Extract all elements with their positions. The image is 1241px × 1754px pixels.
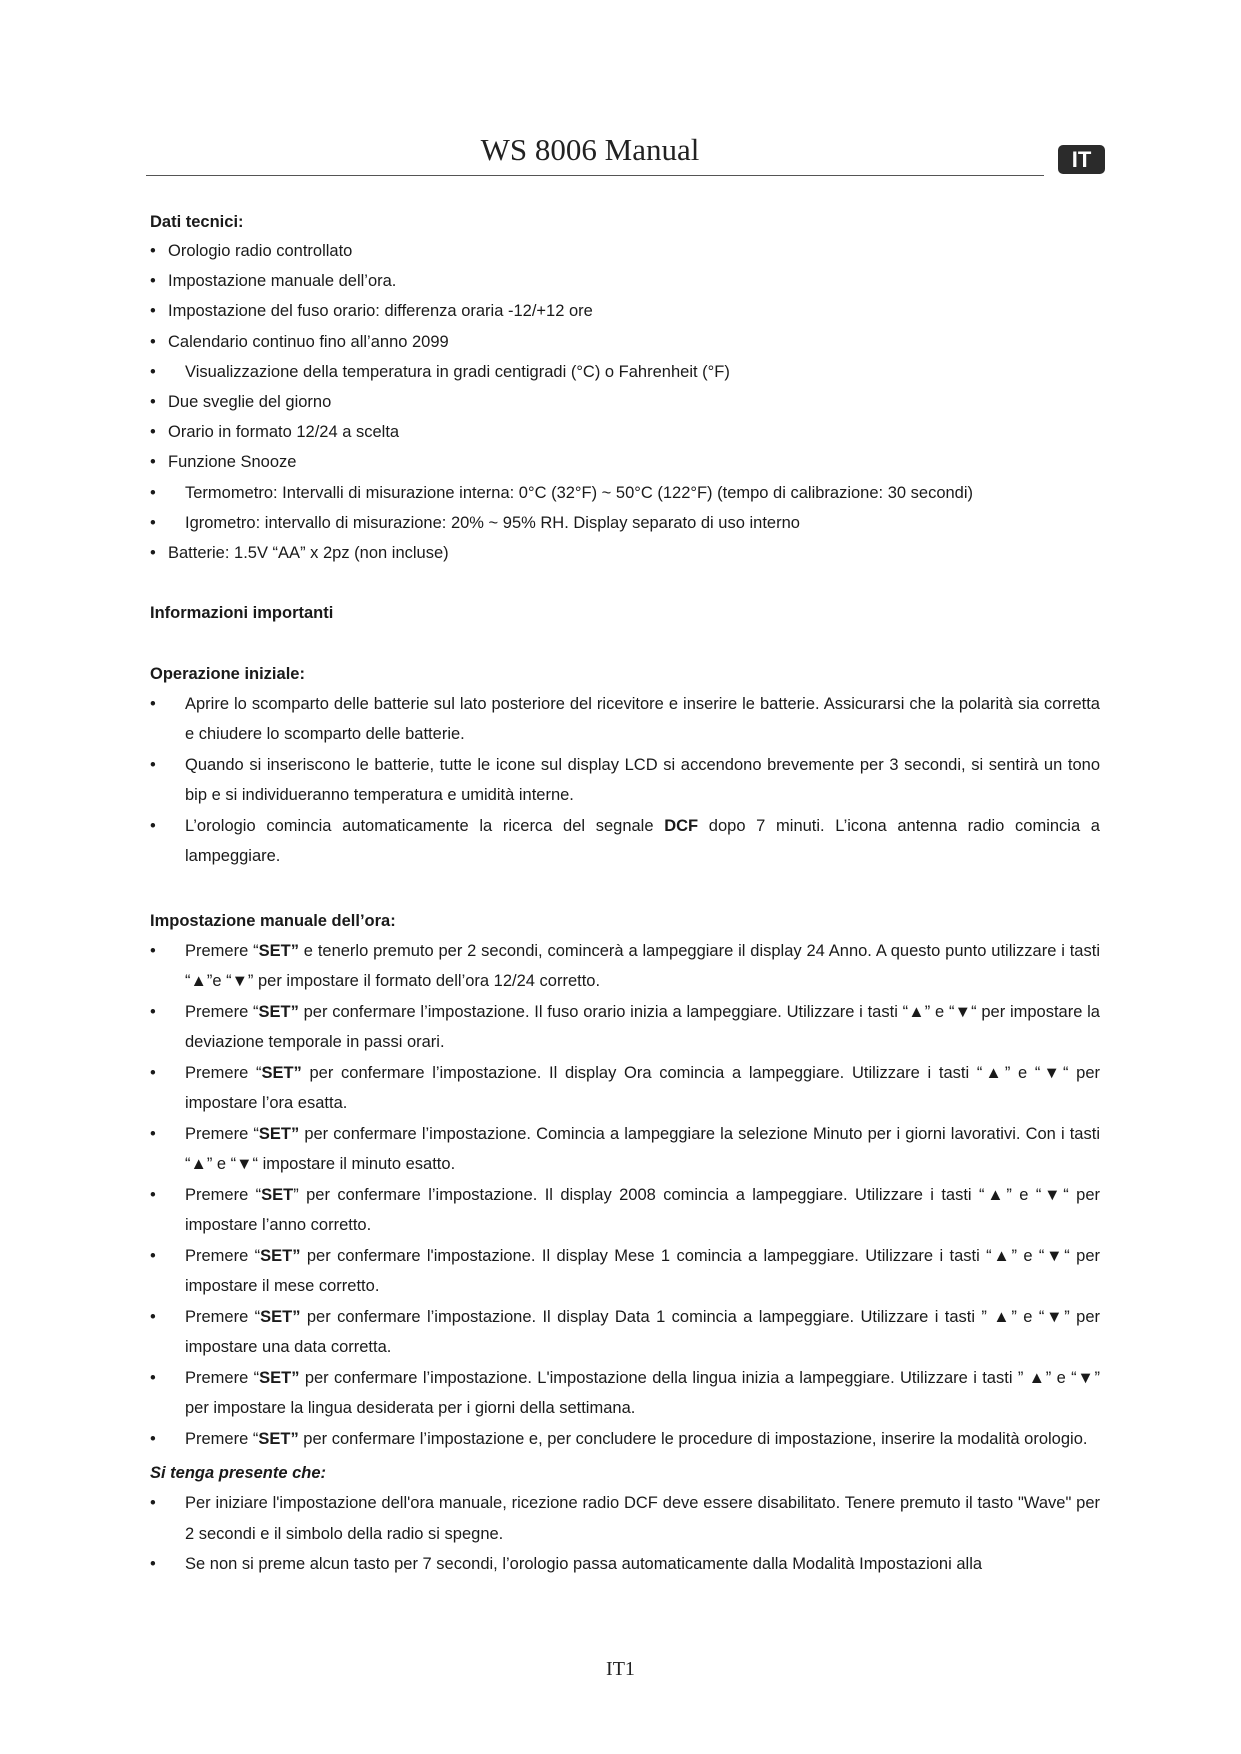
language-badge: IT — [1058, 145, 1105, 174]
list-item: • Se non si preme alcun tasto per 7 secondi, l’orologio passa automaticamente dalla Modalità Impostazioni alla — [150, 1549, 1100, 1580]
list-item: • Premere “SET” per confermare l’impostazione. Il fuso orario inizia a lampeggiare. Utilizzare i tasti “▲” e “▼“ per impostare la deviazione temporale in passi orari. — [150, 997, 1100, 1058]
list-item: • Premere “SET” per confermare l’impostazione. Il display 2008 comincia a lampeggiare. Utilizzare i tasti “▲” e “▼“ per impostare l’anno corretto. — [150, 1180, 1100, 1241]
list-item: • Premere “SET” e tenerlo premuto per 2 secondi, comincerà a lampeggiare il display 24 Anno. A questo punto utilizzare i tasti “▲”e “▼” per impostare il formato dell’ora 12/24 corretto. — [150, 936, 1100, 997]
header-rule — [146, 175, 1044, 176]
operazione-list — [150, 689, 1100, 872]
list-item: • Premere “SET” per confermare l’impostazione. L'impostazione della lingua inizia a lampeggiare. Utilizzare i tasti ” ▲” e “▼” per impostare la lingua desiderata per i giorni della settimana. — [150, 1363, 1100, 1424]
list-item: • Calendario continuo fino all’anno 2099 — [150, 332, 1100, 352]
list-item: • Batterie: 1.5V “AA” x 2pz (non incluse) — [150, 543, 1100, 563]
list-item: • Visualizzazione della temperatura in gradi centigradi (°C) o Fahrenheit (°F) — [150, 362, 1100, 382]
list-item: • Per iniziare l'impostazione dell'ora manuale, ricezione radio DCF deve essere disabilitato. Tenere premuto il tasto "Wave" per 2 secondi e il simbolo della radio si spegne. — [150, 1488, 1100, 1549]
section-title-dati-tecnici: Dati tecnici: — [150, 213, 244, 231]
list-item: • Igrometro: intervallo di misurazione: 20% ~ 95% RH. Display separato di uso interno — [150, 513, 1100, 533]
page-number: IT1 — [606, 1658, 635, 1680]
list-item: • Premere “SET” per confermare l’impostazione e, per concludere le procedure di impostazione, inserire la modalità orologio. — [150, 1424, 1100, 1455]
document-title: WS 8006 Manual — [480, 132, 700, 167]
section-title-impostazione: Impostazione manuale dell’ora: — [150, 911, 396, 930]
list-item: • Orario in formato 12/24 a scelta — [150, 422, 1100, 442]
section-title-informazioni: Informazioni importanti — [150, 603, 334, 622]
dati-tecnici-list — [150, 241, 1100, 563]
list-item: • Due sveglie del giorno — [150, 392, 1100, 412]
note-title: Si tenga presente che: — [150, 1464, 327, 1483]
list-item: • Quando si inseriscono le batterie, tutte le icone sul display LCD si accendono brevemente per 3 secondi, si sentirà un tono bip e si individueranno temperatura e umidità interne. — [150, 750, 1100, 811]
list-item: • Orologio radio controllato — [150, 241, 1100, 261]
impostazione-list — [150, 936, 1100, 1455]
section-title-operazione: Operazione iniziale: — [150, 664, 305, 683]
list-item: • Impostazione manuale dell’ora. — [150, 271, 1100, 291]
list-item: • Funzione Snooze — [150, 452, 1100, 472]
list-item: • Aprire lo scomparto delle batterie sul lato posteriore del ricevitore e inserire le batterie. Assicurarsi che la polarità sia corretta e chiudere lo scomparto delle batterie. — [150, 689, 1100, 750]
list-item: • Impostazione del fuso orario: differenza oraria -12/+12 ore — [150, 301, 1100, 321]
page-content — [150, 210, 1100, 1580]
note-list — [150, 1488, 1100, 1580]
list-item: • Premere “SET” per confermare l’impostazione. Il display Ora comincia a lampeggiare. Utilizzare i tasti “▲” e “▼“ per impostare l’ora esatta. — [150, 1058, 1100, 1119]
list-item: • Premere “SET” per confermare l’impostazione. Comincia a lampeggiare la selezione Minuto per i giorni lavorativi. Con i tasti “▲” e “▼“ impostare il minuto esatto. — [150, 1119, 1100, 1180]
list-item: • Premere “SET” per confermare l’impostazione. Il display Data 1 comincia a lampeggiare. Utilizzare i tasti ” ▲” e “▼” per impostare una data corretta. — [150, 1302, 1100, 1363]
list-item: • L’orologio comincia automaticamente la ricerca del segnale DCF dopo 7 minuti. L’icona antenna radio comincia a lampeggiare. — [150, 811, 1100, 872]
list-item: • Termometro: Intervalli di misurazione interna: 0°C (32°F) ~ 50°C (122°F) (tempo di calibrazione: 30 secondi) — [150, 483, 1100, 503]
list-item: • Premere “SET” per confermare l'impostazione. Il display Mese 1 comincia a lampeggiare. Utilizzare i tasti “▲” e “▼“ per impostare il mese corretto. — [150, 1241, 1100, 1302]
